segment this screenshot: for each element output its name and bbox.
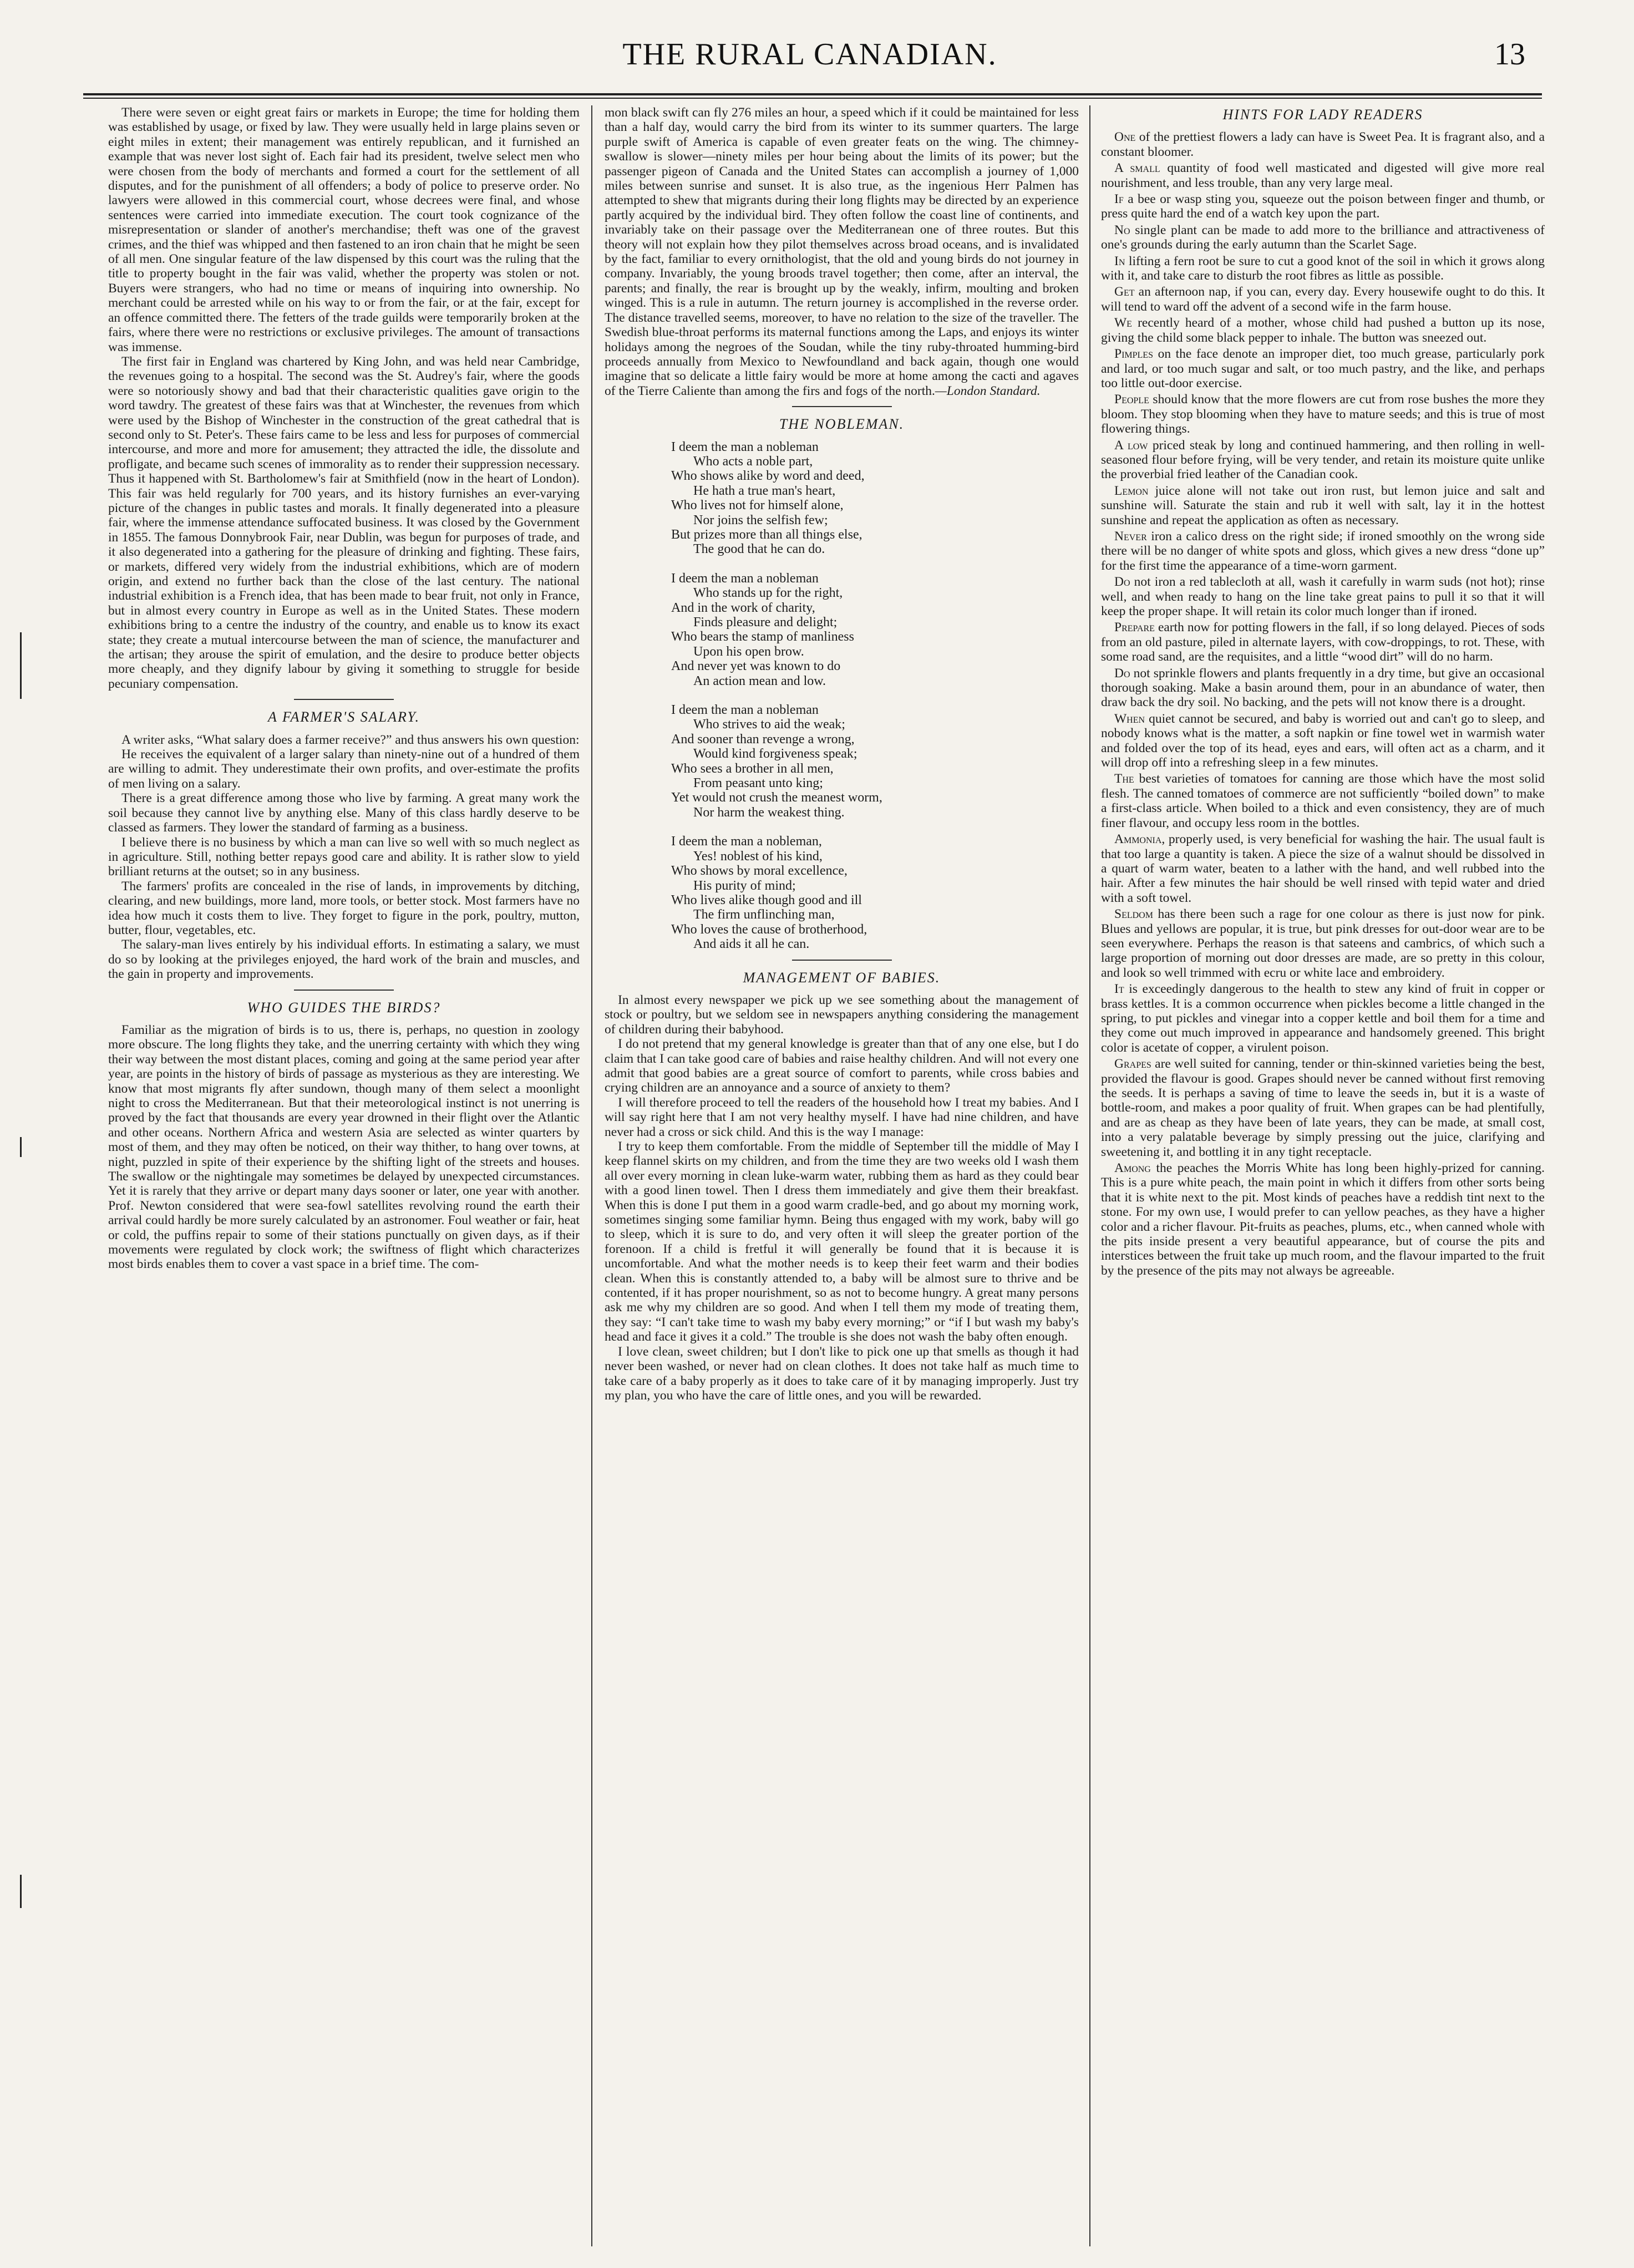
hint-text: not sprinkle flowers and plants frequently in a dry time, but give an occasional thorough soaking. Make a basin around them, pour in an abundance of water, then draw back the dry soil. No backing, and the pets will not know there is a drought. (1101, 666, 1545, 710)
section-title-who-guides-the-birds: WHO GUIDES THE BIRDS? (247, 999, 441, 1016)
poem-line: Would kind forgiveness speak; (693, 747, 857, 762)
poem-line: Who loves the cause of brotherhood, (671, 922, 867, 937)
hint-text: best varieties of tomatoes for canning are those which have the most solid flesh. The canned tomatoes of commerce are not sufficiently “boiled down” to make a first-class article. When boiled to a thick and even consistency, they are of much finer flavour, and occupy less room in the bottles. (1101, 772, 1545, 830)
hint-item (1101, 484, 1545, 527)
poem-line: He hath a true man's heart, (693, 483, 836, 498)
hint-lead-word: In (1114, 253, 1125, 268)
poem-line: Who bears the stamp of manliness (671, 630, 854, 645)
hint-lead-word: It (1114, 982, 1124, 997)
poem-line: Yet would not crush the meanest worm, (671, 790, 882, 805)
hint-item (1101, 161, 1545, 190)
hint-lead-word: No (1114, 222, 1130, 237)
section-title-management-of-babies: MANAGEMENT OF BABIES. (743, 969, 941, 986)
hint-text: should know that the more flowers are cut from rose bushes the more they bloom. They stop blooming when they have to mature seeds; and this is true of most flowering things. (1101, 392, 1545, 437)
article-paragraph: I will therefore proceed to tell the readers of the household how I treat my babies. And I will say right here that I am not very healthy myself. I have had nine children, and have never had a cross or sick child. And this is the way I manage: (605, 1095, 1079, 1139)
poem-line: And sooner than revenge a wrong, (671, 732, 855, 747)
margin-mark (20, 632, 22, 699)
hint-text: of the prettiest flowers a lady can have is Sweet Pea. It is fragrant also, and a constant bloomer. (1101, 130, 1545, 159)
poem-line: Upon his open brow. (693, 644, 804, 659)
poem-line: And aids it all he can. (693, 937, 810, 952)
hint-item (1101, 982, 1545, 1055)
article-paragraph: In almost every newspaper we pick up we see something about the management of stock or poultry, but we seldom see in newspapers anything considering the management of children during their babyhood. (605, 992, 1079, 1037)
hint-lead-word: If (1114, 192, 1124, 207)
hint-lead-word: When (1114, 711, 1145, 726)
article-credit: —London Standard. (935, 383, 1041, 398)
poem-line: From peasant unto king; (693, 776, 823, 791)
poem-line: Finds pleasure and delight; (693, 615, 838, 630)
poem-line: But prizes more than all things else, (671, 527, 862, 542)
stanza-gap (671, 820, 1079, 834)
hint-text: are well suited for canning, tender or thin-skinned varieties being the best, provided the flavour is good. Grapes should never be canned without first removing the seeds. It is perhaps a saving of time to leave the seeds in, but it is a waste of bottle-room, and makes a poor quality of fruit. When grapes can be had plentifully, and are as cheap as they have been of late years, they can be made, at small cost, into a very palatable beverage by simply pressing out the juice, clarifying and sweetening it, and bottling it in any tight receptacle. (1101, 1057, 1545, 1159)
hint-lead-word: Pimples (1114, 347, 1153, 362)
hint-text: iron a calico dress on the right side; if ironed smoothly on the wrong side there will be no danger of white spots and gloss, which gives a new dress “done up” for the first time the appearance of a time-worn garment. (1101, 529, 1545, 573)
stanza-gap (671, 688, 1079, 703)
page-header (94, 32, 1525, 82)
hint-lead-word: Seldom (1114, 907, 1153, 922)
hint-item (1101, 285, 1545, 314)
stanza-gap (671, 557, 1079, 571)
hint-text: earth now for potting flowers in the fall, if so long delayed. Pieces of sods from an old pasture, piled in alternate layers, with cow-droppings, to rot. These, with some road sand, are the requisites, and a little “wood dirt” will do no harm. (1101, 620, 1545, 664)
hint-item (1101, 130, 1545, 159)
poem-line: Who shows alike by word and deed, (671, 469, 865, 484)
column-2 (605, 105, 1079, 2246)
article-paragraph: The first fair in England was chartered by King John, and was held near Cambridge, the revenues going to a hospital. The second was the St. Audrey's fair, where the goods were so notoriously showy and bad that their characteristic qualities gave origin to the word tawdry. The greatest of these fairs was that at Winchester, the revenues from which were used by the Bishop of Winchester in the construction of the great cathedral that is second only to St. Peter's. These fairs came to be less and less for purposes of commercial intercourse, and more and more for amusement; they attracted the idle, the dissolute and profligate, and became such scenes of immorality as to render their suppression necessary. Thus it happened with St. Bartholomew's fair at Smithfield (now in the heart of London). This fair was held regularly for 700 years, and its history furnishes an ever-varying picture of the changes in public tastes and morals. It finally degenerated into a pleasure fair, where the immense attendance suffocated business. It was closed by the Government in 1855. The famous Donnybrook Fair, near Dublin, was begun for purposes of trade, and it also degenerated into a gathering for the pleasure of drinking and fighting. These fairs, or markets, differed very widely from the industrial exhibitions, which are of modern origin, and extend no further back than the close of the last century. The national industrial exhibition is a French idea, that has been made to bear fruit, not only in France, but in almost every country in Europe as well as in the United States. These modern exhibitions bring to a centre the industry of the country, and enable us to know its exact state; they create a mutual intercourse between the man of science, the manufacturer and the artisan; they arouse the spirit of emulation, and the desire to produce better objects more cheaply, and they dignify labour by giving it something to struggle for beside pecuniary compensation. (108, 354, 580, 691)
article-paragraph: I try to keep them comfortable. From the middle of September till the middle of May I keep flannel skirts on my children, and from the time they are two weeks old I wash them all over every morning in clean luke-warm water, rubbing them as hard as they could bear with a good linen towel. Then I dress them immediately and give them their breakfast. When this is done I put them in a good warm cradle-bed, and go about my morning work, sometimes singing some familiar hymn. Being thus engaged with my work, baby will go to sleep, which it is sure to do, and very often it will sleep the greater portion of the forenoon. If a child is fretful it will generally be found that it is because it is uncomfortable. And what the mother needs is to keep their feet warm and their bodies clean. When this is constantly attended to, a baby will be almost sure to thrive and be contented, if it has proper nourishment, so as not to become hungry. A great many persons ask me why my children are so good. And when I tell them my mode of treating them, they say: “I can't take time to wash my baby every morning;” or “if I but wash my baby's head and face it gives it a cold.” The trouble is she does not wash the baby often enough. (605, 1139, 1079, 1344)
section-title-hints-for-lady-readers: HINTS FOR LADY READERS (1222, 106, 1423, 123)
poem-line: Nor harm the weakest thing. (693, 805, 845, 820)
poem-line: Nor joins the selfish few; (693, 513, 828, 527)
hint-lead-word: Lemon (1114, 483, 1149, 498)
header-rule-thin (83, 98, 1542, 99)
article-paragraph: I believe there is no business by which a man can live so well with so much neglect as in agriculture. Still, nothing better repays good care and ability. It is rather slow to yield brilliant returns at the outset; so in any business. (108, 835, 580, 879)
article-paragraph: Familiar as the migration of birds is to us, there is, perhaps, no question in zoology more obscure. The long flights they take, and the unerring certainty with which they wing their way between the most distant places, coming and going at the same period year after year, are points in the history of birds of passage as mysterious as they are interesting. We know that most migrants fly after sundown, though many of them select a moonlight night to cross the Mediterranean. But that their meteorological instinct is not unerring is proved by the fact that thousands are every year drowned in their flight over the Atlantic and other oceans. Northern Africa and western Asia are selected as winter quarters by most of them, and they may often be noticed, on their way thither, to hang over towns, at night, puzzled in spite of their experience by the shifting light of the streets and houses. The swallow or the nightingale may sometimes be delayed by unexpected circumstances. Yet it is rarely that they arrive or depart many days sooner or later, one year with another. Prof. Newton considered that were sea-fowl satellites revolving round the earth their arrival could hardly be more surely calculated by an astronomer. Foul weather or fair, heat or cold, the puffins repair to some of their stations punctually on given days, as if their movements were regulated by clock work; the swiftness of flight which characterizes most birds enables them to cover a vast space in a brief time. The com- (108, 1022, 580, 1272)
poem-line: I deem the man a nobleman, (671, 834, 822, 849)
hint-lead-word: Do (1114, 575, 1130, 590)
section-divider (792, 960, 892, 961)
hint-item (1101, 1057, 1545, 1159)
poem-line: Who lives alike though good and ill (671, 892, 862, 907)
margin-mark (20, 1137, 22, 1157)
article-paragraph: I do not pretend that my general knowledge is greater than that of any one else, but I do claim that I can take good care of babies and raise healthy children. And will not every one admit that good babies are a great source of comfort to parents, while cross babies and crying children are an annoyance and a source of anxiety to them? (605, 1037, 1079, 1095)
poem-line: An action mean and low. (693, 673, 826, 688)
article-paragraph: The farmers' profits are concealed in the rise of lands, in improvements by ditching, clearing, and new buildings, more land, more tools, or better stock. Most farmers have no idea how much it costs them to live. They forget to figure in the pork, poultry, mutton, butter, flour, vegetables, etc. (108, 879, 580, 937)
column-1 (108, 105, 580, 2246)
article-paragraph: The salary-man lives entirely by his individual efforts. In estimating a salary, we must do so by looking at the privileges enjoyed, the hard work of the brain and muscles, and the gain in property and improvements. (108, 937, 580, 982)
hint-lead-word: Do (1114, 666, 1130, 681)
hints-list (1101, 130, 1545, 1278)
hint-item (1101, 620, 1545, 664)
hint-lead-word: Ammonia, (1114, 832, 1165, 847)
section-title-the-nobleman: THE NOBLEMAN. (779, 416, 905, 433)
hint-item (1101, 772, 1545, 830)
section-divider (792, 406, 892, 407)
hint-item (1101, 575, 1545, 618)
article-paragraph: There were seven or eight great fairs or markets in Europe; the time for holding them was established by usage, or fixed by law. They were usually held in large plains seven or eight miles in extent; their management was entirely republican, and it furnished an example that was never lost sight of. Each fair had its president, twelve select men who were chosen from the body of merchants and formed a court for the settlement of all disputes, and for the punishment of all offenders; a body of police to preserve order. No lawyers were allowed in this commercial court, whose decrees were final, and whose sentences were carried into immediate execution. The court took cognizance of the misrepresentation or slander of another's merchandise; theft was one of the gravest crimes, and the thief was whipped and then fastened to an iron chain that he might be seen of all men. One singular feature of the law dispensed by this court was the ruling that the title to property bought in the fair was valid, whether the property was stolen or not. Buyers were strangers, who had no time or means of inquiring into ownership. No merchant could be arrested while on his way to or from the fair, or at the fair, except for an offence committed there. The fetters of the trade guilds were temporarily broken at the fairs, where there were no restrictions or exclusive privileges. The amount of transactions was immense. (108, 105, 580, 354)
hint-lead-word: Grapes (1114, 1057, 1151, 1072)
poem-line: Yes! noblest of his kind, (693, 849, 823, 864)
poem-line: Who strives to aid the weak; (693, 717, 845, 732)
poem-line: His purity of mind; (693, 878, 796, 893)
hint-lead-word: Never (1114, 529, 1147, 544)
hint-lead-word: The (1114, 772, 1134, 787)
hint-item (1101, 347, 1545, 390)
hint-item (1101, 223, 1545, 252)
hint-text: priced steak by long and continued hammering, and then rolling in well-seasoned flour before frying, will be very tender, and retain its moisture quite unlike the proverbial fried leather of the Canadian cook. (1101, 438, 1545, 482)
column-3 (1101, 105, 1545, 2246)
poem-line: Who sees a brother in all men, (671, 761, 834, 776)
column-divider (1089, 105, 1090, 2246)
hint-item (1101, 712, 1545, 770)
hint-item (1101, 666, 1545, 710)
section-title-farmers-salary: A FARMER'S SALARY. (268, 709, 420, 725)
section-divider (294, 699, 394, 700)
hint-text: has there been such a rage for one colour as there is just now for pink. Blues and yellows are popular, it is true, but pink dresses for out-door wear are to be seen everywhere. Perhaps the reason is that sateens and cambrics, of which such a large proportion of morning out door dresses are made, are so pretty in this colour, and look so well trimmed with ecru or white lace and embroidery. (1101, 907, 1545, 980)
page-number: 13 (1494, 37, 1525, 72)
poem-line: The good that he can do. (693, 542, 825, 557)
article-paragraph: A writer asks, “What salary does a farmer receive?” and thus answers his own question: (121, 732, 580, 747)
hint-text: quiet cannot be secured, and baby is worried out and can't go to sleep, and nobody knows what is the matter, a soft napkin or fine towel wet in warmish water and folded over the top of its head, eyes and ears, will often act as a charm, and it will drop off into a refreshing sleep in a few minutes. (1101, 711, 1545, 770)
article-paragraph: I love clean, sweet children; but I don't like to pick one up that smells as though it had never been washed, or never had on clean clothes. It does not take half as much time to take care of a baby properly as it does to take care of it by managing improperly. Just try my plan, you who have the care of little ones, and you will be rewarded. (605, 1344, 1079, 1403)
article-paragraph: There is a great difference among those who live by farming. A great many work the soil because they cannot live by anything else. Many of this class hardly deserve to be classed as farmers. They lower the standard of farming as a business. (108, 791, 580, 835)
hint-item (1101, 529, 1545, 573)
poem-line: I deem the man a nobleman (671, 703, 819, 718)
hint-lead-word: Prepare (1114, 620, 1155, 635)
hint-text: juice alone will not take out iron rust, but lemon juice and salt and sunshine will. Saturate the stain and rub it well with salt, lay it in the hottest sunshine and repeat the application as often as necessary. (1101, 483, 1545, 527)
hint-text: a bee or wasp sting you, squeeze out the poison between finger and thumb, or press quite hard the end of a watch key upon the part. (1101, 192, 1545, 221)
hint-text: an afternoon nap, if you can, every day. Every housewife ought to do this. It will tend to ward off the advent of a second wife in the farm house. (1101, 285, 1545, 314)
margin-mark (20, 1875, 22, 1908)
article-paragraph: He receives the equivalent of a larger salary than ninety-nine out of a hundred of them are willing to admit. They underestimate their own profits, and over-estimate the profits of men living on a salary. (108, 747, 580, 791)
masthead-title: THE RURAL CANADIAN. (622, 37, 997, 72)
poem (671, 440, 1079, 952)
poem-line: And never yet was known to do (671, 659, 841, 674)
hint-item (1101, 192, 1545, 221)
hint-lead-word: We (1114, 316, 1132, 331)
section-divider (294, 990, 394, 991)
hint-text: not iron a red tablecloth at all, wash it carefully in warm suds (not hot); rinse well, and when ready to hang on the line take great pains to pull it so that it will keep the proper shape. It will retain its color much longer than if ironed. (1101, 575, 1545, 618)
hint-lead-word: A low (1114, 438, 1148, 453)
hint-text: is exceedingly dangerous to the health to stew any kind of fruit in copper or brass kettles. It is a common occurrence when pickles become a little changed in the spring, to put pickles and vinegar into a copper kettle and boil them for a time and they come out much improved in appearance and handsomely greened. This bright color is acetate of copper, a virulent poison. (1101, 982, 1545, 1055)
poem-line: Who lives not for himself alone, (671, 498, 844, 513)
poem-line: Who stands up for the right, (693, 586, 843, 601)
poem-line: I deem the man a nobleman (671, 571, 819, 586)
hint-text: single plant can be made to add more to the brilliance and attractiveness of one's grounds during the early autumn than the Scarlet Sage. (1101, 222, 1545, 252)
hint-item (1101, 316, 1545, 345)
hint-lead-word: People (1114, 392, 1149, 407)
poem-line: I deem the man a nobleman (671, 439, 819, 454)
poem-line: Who acts a noble part, (693, 454, 813, 469)
hint-item (1101, 254, 1545, 283)
poem-line: The firm unflinching man, (693, 907, 835, 922)
hint-text: the peaches the Morris White has long been highly-prized for canning. This is a pure white peach, the main point in which it differs from other sorts being that it is white next to the pit. Most kinds of peaches have a reddish tint next to the stone. For my own use, I would prefer to can yellow peaches, as they have a higher color and a richer flavour. Pit-fruits as peaches, plums, etc., when canned whole with the pits inside present a very beautiful appearance, but of course the pits and interstices between the fruit take up much room, and the flavour imparted to the fruit by the presence of the pits may not always be agreeable. (1101, 1161, 1545, 1278)
hint-item (1101, 392, 1545, 436)
hint-item (1101, 1161, 1545, 1278)
article-text: mon black swift can fly 276 miles an hour, a speed which if it could be maintained for less than a half day, would carry the bird from its winter to its summer quarters. The large purple swift of America is capable of even greater feats on the wing. The chimney-swallow is slower—ninety miles per hour being about the limits of its power; but the passenger pigeon of Canada and the United States can accomplish a journey of 1,000 miles between sunrise and sunset. It is also true, as the ingenious Herr Palmen has attempted to shew that migrants during their long flights may be directed by an experience partly acquired by the individual bird. They often follow the coast line of continents, and invariably take on their passage over the Mediterranean one of three routes. But this theory will not explain how they pilot themselves across broad oceans, and is invalidated by the fact, familiar to every ornithologist, that the old and young birds do not journey in company. Invariably, the young broods travel together; then come, after an interval, the parents; and finally, the rear is brought up by the weakly, infirm, moulting and broken winged. This is a rule in autumn. The return journey is accomplished in the reverse order. The distance travelled seems, moreover, to have no relation to the size of the traveller. The Swedish blue-throat performs its maternal functions among the Laps, and enjoys its winter holidays among the negroes of the Soudan, while the tiny ruby-throated humming-bird proceeds annually from Mexico to Newfoundland and back again, though one would imagine that so delicate a little fairy would be more at home among the cacti and agaves of the Tierre Caliente than among the firs and fogs of the north. (605, 105, 1079, 398)
hint-lead-word: One (1114, 130, 1136, 145)
hint-text: on the face denote an improper diet, too much grease, particularly pork and lard, or too much sugar and salt, or too much pastry, and the like, and perhaps too little out-door exercise. (1101, 347, 1545, 390)
hint-text: recently heard of a mother, whose child had pushed a button up its nose, giving the child some black pepper to inhale. The button was sneezed out. (1101, 316, 1545, 345)
hint-lead-word: Among (1114, 1161, 1151, 1176)
hint-text: quantity of food well masticated and digested will give more real nourishment, and less trouble, than any very large meal. (1101, 161, 1545, 190)
hint-lead-word: Get (1114, 285, 1135, 300)
hint-item (1101, 907, 1545, 980)
hint-text: lifting a fern root be sure to cut a good knot of the soil in which it grows along with it, and take care to disturb the root fibres as little as possible. (1101, 253, 1545, 283)
header-rule (83, 93, 1542, 95)
hint-item (1101, 438, 1545, 482)
column-divider (591, 105, 592, 2246)
hint-lead-word: A small (1114, 161, 1160, 176)
article-paragraph (605, 105, 1079, 398)
hint-item (1101, 832, 1545, 905)
poem-line: Who shows by moral excellence, (671, 864, 848, 879)
poem-line: And in the work of charity, (671, 600, 815, 615)
hint-text: properly used, is very beneficial for washing the hair. The usual fault is that too large a quantity is taken. A piece the size of a walnut should be dissolved in a quart of warm water, beaten to a lather with the hand, and well rubbed into the hair. After a few minutes the hair should be well rinsed with tepid water and dried with a soft towel. (1101, 832, 1545, 905)
